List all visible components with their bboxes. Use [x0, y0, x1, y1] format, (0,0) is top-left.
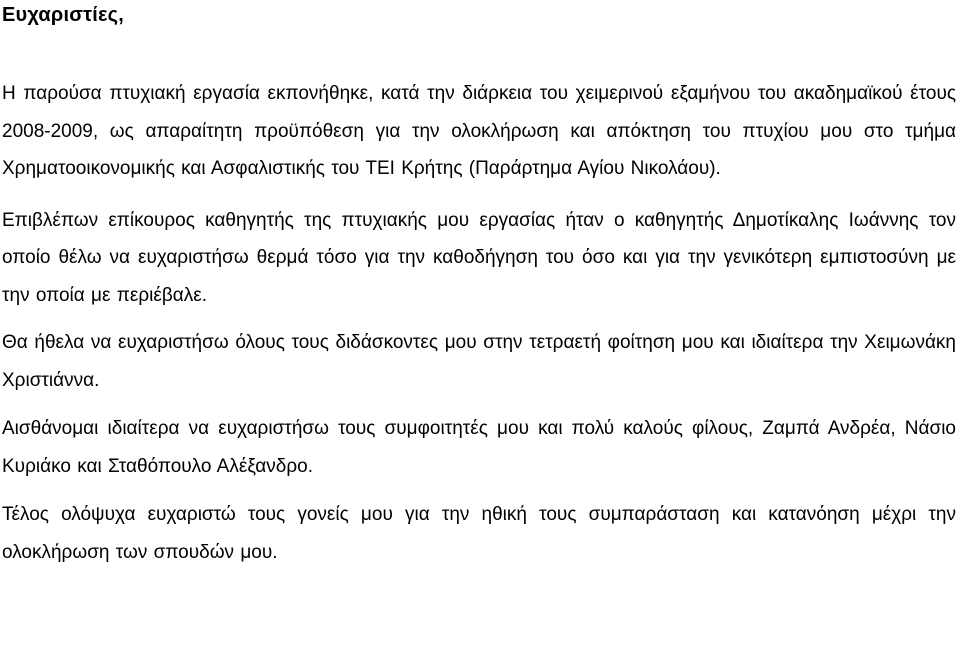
paragraph-thesis-context: Η παρούσα πτυχιακή εργασία εκπονήθηκε, κατά την διάρκεια του χειμερινού εξαμήνου του ακαδημαϊκού έτους 2008-2009, ως απαραίτητη προϋπόθεση για την ολοκλήρωση και απόκτηση του πτυχίου μου στο τμήμα Χρηματοοικονομικής και Ασφαλιστικής του ΤΕΙ Κρήτης (Παράρτημα Αγίου Νικολάου).: [2, 83, 956, 179]
paragraph-supervisor: Επιβλέπων επίκουρος καθηγητής της πτυχιακής μου εργασίας ήταν ο καθηγητής Δημοτίκαλης Ιωάννης τον οποίο θέλω να ευχαριστήσω θερμά τόσο για την καθοδήγηση του όσο και για την γενικότερη εμπιστοσύνη με την οποία με περιέβαλε.: [2, 209, 956, 306]
paragraph-classmates: Αισθάνομαι ιδιαίτερα να ευχαριστήσω τους συμφοιτητές μου και πολύ καλούς φίλους, Ζαμπά Ανδρέα, Νάσιο Κυριάκο και Σταθόπουλο Αλέξανδρο.: [2, 418, 956, 477]
paragraph-parents: Τέλος ολόψυχα ευχαριστώ τους γονείς μου για την ηθική τους συμπαράσταση και κατανόηση μέχρι την ολοκλήρωση των σπουδών μου.: [2, 504, 956, 563]
document-page: [2, 0, 956, 571]
paragraph-teachers: Θα ήθελα να ευχαριστήσω όλους τους διδάσκοντες μου στην τετραετή φοίτηση μου και ιδιαίτερα την Χειμωνάκη Χριστιάννα.: [2, 332, 956, 391]
document-heading: Ευχαριστίες,: [2, 4, 125, 26]
